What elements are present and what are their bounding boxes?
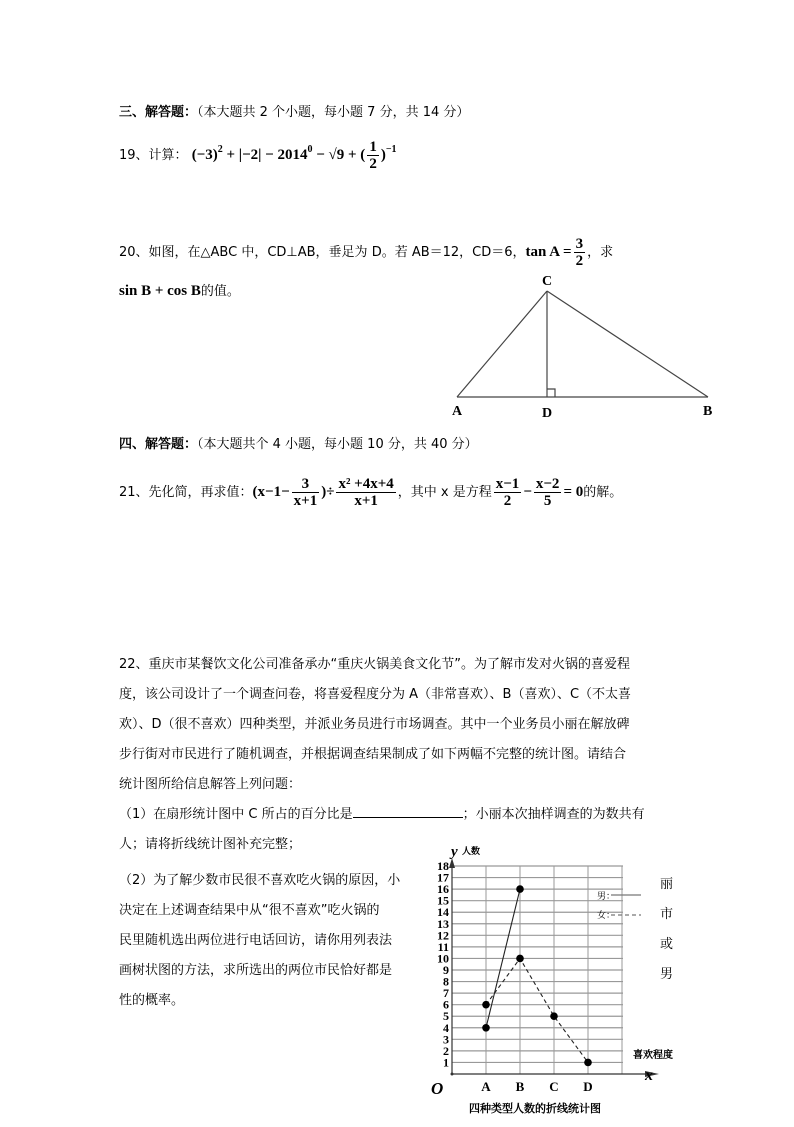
q21-suffix: 的解。 — [583, 485, 623, 500]
y-tick-label: 7 — [443, 986, 449, 1001]
question-19 — [119, 136, 397, 172]
data-point — [482, 1024, 490, 1032]
data-point — [482, 1001, 490, 1009]
section4-header — [119, 436, 478, 454]
q21-frac4 — [534, 476, 562, 509]
answer-blank[interactable] — [353, 805, 463, 818]
y-axis-symbol: y — [451, 844, 458, 860]
q22-line: 统计图所给信息解答上列问题： — [119, 777, 302, 792]
q21-part1: (x−1− — [252, 484, 290, 500]
data-point — [584, 1059, 592, 1067]
y-tick-label: 15 — [437, 893, 449, 908]
y-tick-label: 17 — [437, 870, 449, 885]
q22-part2-line: （2）为了解少数市民很不喜欢吃火锅的原因，小 — [119, 873, 401, 888]
y-tick-label: 6 — [443, 997, 449, 1012]
q22-line: 欢）、D（很不喜欢）四种类型，并派业务员进行市场调查。其中一个业务员小丽在解放碑 — [119, 717, 630, 732]
q21-frac1 — [292, 476, 320, 509]
q22-part1-text2: ；小丽本次抽样调查的为数共有 — [462, 807, 645, 822]
q22-part1-text3: 人；请将折线统计图补充完整； — [119, 837, 302, 852]
q21-expression — [252, 476, 398, 510]
x-tick-label: C — [549, 1079, 559, 1094]
q19-frac-den: 2 — [369, 156, 377, 173]
y-tick-label: 3 — [443, 1032, 449, 1047]
q22-part1-text: （1）在扇形统计图中 C 所占的百分比是 — [119, 807, 353, 822]
origin-dot — [451, 1073, 454, 1076]
y-tick-label: 14 — [437, 905, 449, 920]
x-tick-label: B — [515, 1079, 525, 1094]
x-tick-label: D — [583, 1079, 593, 1094]
q21-label: 21、先化简，再求值： — [119, 485, 253, 500]
q20-frac-num: 3 — [575, 236, 584, 252]
y-tick-label: 13 — [437, 916, 449, 931]
q21-minus: − — [523, 484, 532, 500]
q22-line: 22、重庆市某餐饮文化公司准备承办“重庆火锅美食文化节”。为了解市发对火锅的喜爱程 — [119, 657, 631, 672]
q19-frac-num: 1 — [369, 139, 377, 156]
overflow-char: 市 — [660, 907, 674, 922]
q20-tan-label: tan A = — [525, 244, 572, 260]
q22-part2-line: 画树状图的方法，求所选出的两位市民恰好都是 — [119, 963, 393, 978]
y-tick-label: 4 — [443, 1020, 449, 1035]
vertex-a-label: A — [452, 404, 463, 419]
y-tick-label: 1 — [443, 1055, 449, 1070]
q19-label: 19、计算： — [119, 148, 188, 163]
vertex-b-label: B — [703, 404, 713, 419]
q19-term4: ) — [380, 147, 386, 163]
y-tick-label: 18 — [437, 859, 449, 873]
q19-expression — [191, 139, 397, 173]
section4-note: （本大题共个 4 小题，每小题 10 分，共 40 分） — [197, 437, 478, 452]
data-point — [516, 885, 524, 893]
q19-term2: + |−2| − 2014 — [226, 147, 308, 163]
x-tick-label: A — [481, 1079, 491, 1094]
overflow-char: 丽 — [660, 877, 674, 892]
q20-text-end2: 的值。 — [200, 284, 240, 299]
q19-fraction — [367, 139, 379, 172]
q21-frac2-num: x² +4x+4 — [338, 476, 394, 493]
line-chart — [425, 838, 685, 1127]
question-22-intro — [119, 650, 679, 860]
y-tick-label: 11 — [437, 939, 449, 954]
q22-part2-line: 民里随机选出两位进行电话回访，请你用列表法 — [119, 933, 393, 948]
section4-title: 四、解答题： — [119, 437, 198, 452]
section3-note: （本大题共 2 个小题，每小题 7 分，共 14 分） — [197, 105, 470, 120]
y-tick-label: 12 — [437, 928, 449, 943]
y-tick-label: 5 — [443, 1009, 449, 1024]
y-tick-label: 16 — [437, 882, 449, 897]
q21-frac2 — [336, 476, 395, 509]
q22-line: 步行街对市民进行了随机调查，并根据调查结果制成了如下两幅不完整的统计图。请结合 — [119, 747, 627, 762]
q19-exp1: 2 — [217, 144, 223, 155]
vertex-c-label: C — [542, 274, 553, 289]
q21-frac4-den: 5 — [543, 493, 552, 510]
question-21 — [119, 474, 622, 511]
q21-frac1-num: 3 — [292, 476, 320, 493]
y-tick-label: 10 — [437, 951, 449, 966]
vertex-d-label: D — [542, 406, 553, 421]
y-tick-label: 8 — [443, 974, 449, 989]
q21-frac2-den: x+1 — [354, 493, 378, 510]
q22-part1-line — [119, 800, 679, 830]
q19-term3: − √9 + ( — [316, 147, 366, 163]
q21-equation — [492, 476, 584, 510]
q22-part2-line: 决定在上述调查结果中从“很不喜欢”吃火锅的 — [119, 903, 380, 918]
question-20-line2 — [119, 282, 240, 301]
question-22-part2 — [119, 866, 429, 1016]
q19-exp4: −1 — [385, 144, 397, 155]
overflow-char: 或 — [660, 937, 674, 952]
q21-equals-zero: = 0 — [563, 484, 584, 500]
data-point — [516, 955, 524, 963]
q20-text: 20、如图，在△ABC 中，CD⊥AB，垂足为 D。若 AB＝12，CD＝6， — [119, 245, 526, 260]
y-tick-label: 9 — [443, 963, 449, 977]
section3-header — [119, 104, 469, 122]
q21-frac3-num: x−1 — [495, 476, 520, 493]
q21-frac1-den: x+1 — [293, 493, 318, 510]
y-axis-label: 人数 — [462, 846, 481, 856]
legend-male-label: 男： — [597, 891, 616, 901]
q19-term1: (−3) — [191, 147, 218, 163]
x-axis-label: 喜欢程度 — [633, 1050, 673, 1061]
q22-part2-line: 性的概率。 — [119, 993, 185, 1008]
q21-mid-text: ，其中 x 是方程 — [397, 485, 492, 500]
data-point — [550, 1012, 558, 1020]
q21-part2: )÷ — [321, 484, 335, 500]
series-line-female — [486, 958, 588, 1062]
overflow-char: 男 — [660, 967, 674, 982]
origin-label: O — [431, 1079, 444, 1098]
section3-title: 三、解答题： — [119, 105, 198, 120]
q21-frac3-den: 2 — [503, 493, 512, 510]
q20-frac-den: 2 — [575, 253, 584, 269]
legend-female-label: 女： — [597, 910, 616, 920]
q20-text-end: ，求 — [587, 245, 614, 260]
q21-frac3 — [494, 476, 522, 509]
q22-line: 度，该公司设计了一个调查问卷，将喜爱程度分为 A（非常喜欢）、B（喜欢）、C（不太喜 — [119, 687, 632, 702]
q20-sin-cos: sin B + cos B — [119, 283, 201, 299]
q21-frac4-num: x−2 — [535, 476, 560, 493]
chart-title: 四种类型人数的折线统计图 — [469, 1103, 601, 1115]
y-tick-label: 2 — [443, 1043, 449, 1058]
triangle-figure — [440, 265, 730, 429]
x-axis-symbol: x — [645, 1067, 653, 1084]
q19-exp2: 0 — [307, 144, 313, 155]
